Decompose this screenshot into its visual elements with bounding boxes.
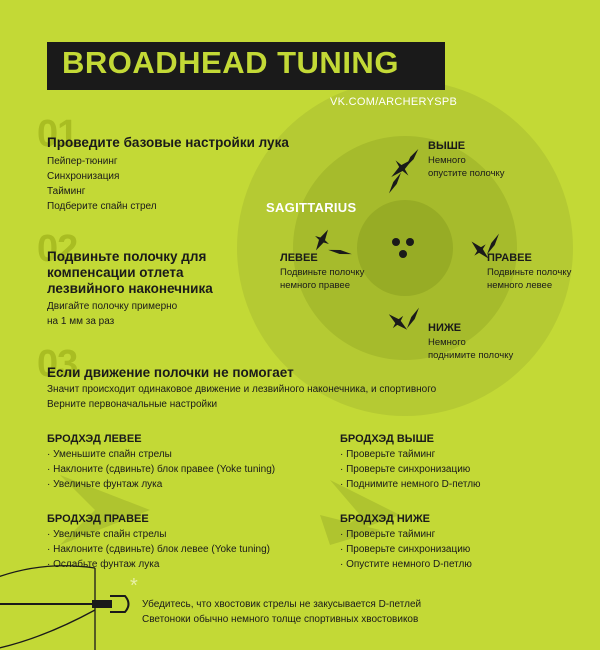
direction-label: ЛЕВЕЕ xyxy=(280,252,318,264)
case-title: БРОДХЭД ЛЕВЕЕ xyxy=(47,433,142,445)
footer-note: Убедитесь, что хвостовик стрелы не закусывается D-петлей Светоноки обычно немного толще спортивных хвостовиков xyxy=(142,599,422,625)
step-list xyxy=(47,154,157,214)
list-item: · Наклоните (сдвиньте) блок левее (Yoke tuning) xyxy=(47,544,270,555)
direction-left: ЛЕВЕЕ Подвиньте полочку немного правее xyxy=(280,252,365,291)
direction-label: ВЫШЕ xyxy=(428,140,466,152)
list-item: Синхронизация xyxy=(47,171,120,182)
list-item: · Проверьте тайминг xyxy=(340,449,436,460)
list-item: · Поднимите немного D-петлю xyxy=(340,479,481,490)
case-down xyxy=(340,513,472,572)
case-title: БРОДХЭД ВЫШЕ xyxy=(340,433,434,445)
step-heading: Проведите базовые настройки лука xyxy=(47,135,289,150)
list-item: · Проверьте тайминг xyxy=(340,529,436,540)
hit-dot xyxy=(392,238,400,246)
hit-dot xyxy=(406,238,414,246)
list-item: Подберите спайн стрел xyxy=(47,201,157,212)
step-text: Двигайте полочку примерно на 1 мм за раз xyxy=(47,301,178,327)
source-url[interactable]: VK.COM/ARCHERYSPB xyxy=(330,96,458,108)
step-heading: Подвиньте полочку для компенсации отлета лезвийного наконечника xyxy=(47,249,213,296)
step-number: 02 xyxy=(37,228,78,270)
list-item: · Наклоните (сдвиньте) блок правее (Yoke tuning) xyxy=(47,464,276,475)
case-left xyxy=(47,433,275,492)
direction-right: ПРАВЕЕ Подвиньте полочку немного левее xyxy=(487,252,572,291)
asterisk-icon: * xyxy=(130,575,138,597)
step-number: 01 xyxy=(37,113,78,155)
step-text: Значит происходит одинаковое движение и лезвийного наконечника, и спортивного Верните первоначальные настройки xyxy=(47,384,437,410)
list-item: Тайминг xyxy=(47,186,86,197)
hit-dot xyxy=(399,250,407,258)
case-title: БРОДХЭД НИЖЕ xyxy=(340,513,430,525)
brand-label: SAGITTARIUS xyxy=(266,200,357,215)
step-heading: Если движение полочки не помогает xyxy=(47,365,294,380)
target-inner-ring xyxy=(357,200,453,296)
list-item: · Увеличьте спайн стрелы xyxy=(47,529,167,540)
list-item: Пейпер-тюнинг xyxy=(47,156,118,167)
list-item: · Ослабьте фунтаж лука xyxy=(47,559,160,570)
list-item: · Проверьте синхронизацию xyxy=(340,464,471,475)
list-item: · Увеличьте фунтаж лука xyxy=(47,479,163,490)
list-item: · Проверьте синхронизацию xyxy=(340,544,471,555)
list-item: · Уменьшите спайн стрелы xyxy=(47,449,172,460)
direction-up: ВЫШЕ Немного опустите полочку xyxy=(428,140,505,179)
direction-down: НИЖЕ Немного поднимите полочку xyxy=(428,322,514,361)
case-right xyxy=(47,513,270,572)
list-item: · Опустите немного D-петлю xyxy=(340,559,472,570)
direction-label: НИЖЕ xyxy=(428,322,462,334)
case-up xyxy=(340,433,481,492)
step-number: 03 xyxy=(37,343,78,385)
page-title: BROADHEAD TUNING xyxy=(62,45,399,80)
arrow-nock-icon xyxy=(92,600,112,608)
direction-label: ПРАВЕЕ xyxy=(487,252,532,264)
case-title: БРОДХЭД ПРАВЕЕ xyxy=(47,513,149,525)
